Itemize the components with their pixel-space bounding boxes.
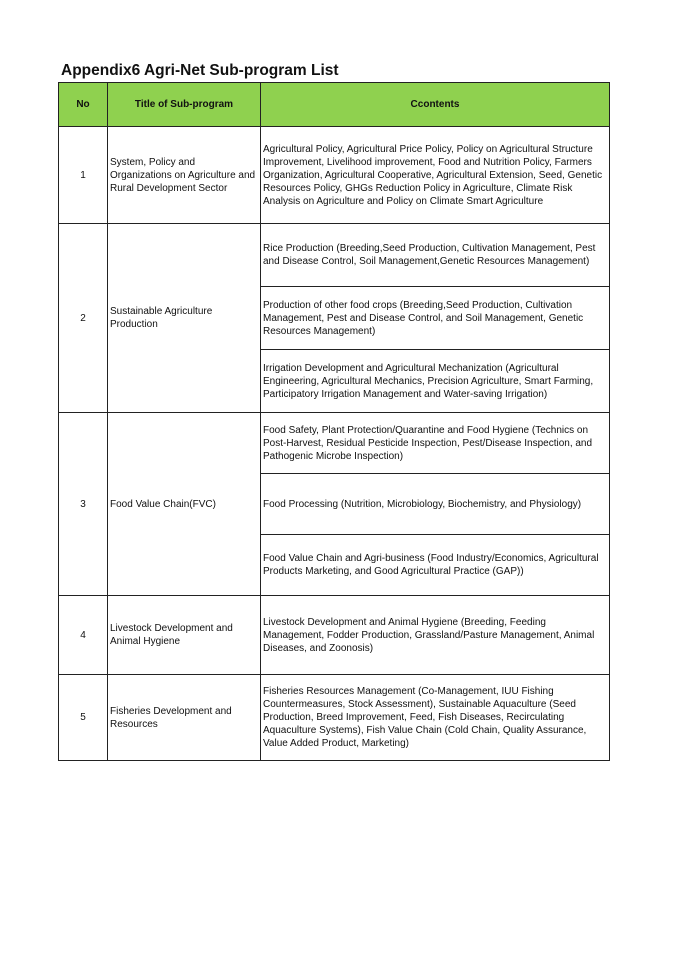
page-title: Appendix6 Agri-Net Sub-program List [61, 62, 339, 79]
row-no: 1 [59, 127, 108, 224]
header-contents: Ccontents [261, 83, 610, 127]
header-no: No [59, 83, 108, 127]
row-title: Fisheries Development and Resources [108, 675, 261, 761]
table-row [59, 596, 610, 675]
header-title: Title of Sub-program [108, 83, 261, 127]
row-no: 2 [59, 224, 108, 413]
row-contents: Irrigation Development and Agricultural Mechanization (Agricultural Engineering, Agricultural Mechanics, Precision Agriculture, Smart Farming, Participatory Irrigation Management and Water-saving Irrigation) [261, 350, 610, 413]
row-title: Sustainable Agriculture Production [108, 224, 261, 413]
table-row [59, 413, 610, 474]
row-title: System, Policy and Organizations on Agriculture and Rural Development Sector [108, 127, 261, 224]
sub-program-table [58, 82, 610, 761]
row-contents: Livestock Development and Animal Hygiene (Breeding, Feeding Management, Fodder Production, Grassland/Pasture Management, Animal Diseases, and Zoonosis) [261, 596, 610, 675]
row-contents: Food Processing (Nutrition, Microbiology, Biochemistry, and Physiology) [261, 474, 610, 535]
row-no: 3 [59, 413, 108, 596]
row-contents: Agricultural Policy, Agricultural Price Policy, Policy on Agricultural Structure Improvement, Livelihood improvement, Food and Nutrition Policy, Farmers Organization, Agricultural Cooperative, Agricultural Extension, Seed, Genetic Resources Policy, GHGs Reduction Policy in Agriculture, Climate Risk Analysis on Agriculture and Policy on Climate Smart Agriculture [261, 127, 610, 224]
row-contents: Rice Production (Breeding,Seed Production, Cultivation Management, Pest and Disease Control, Soil Management,Genetic Resources Management) [261, 224, 610, 287]
table-row [59, 224, 610, 287]
row-title: Livestock Development and Animal Hygiene [108, 596, 261, 675]
row-contents: Food Safety, Plant Protection/Quarantine and Food Hygiene (Technics on Post-Harvest, Residual Pesticide Inspection, Pest/Disease Inspection, and Pathogenic Microbe Inspection) [261, 413, 610, 474]
row-title: Food Value Chain(FVC) [108, 413, 261, 596]
row-contents: Fisheries Resources Management (Co-Management, IUU Fishing Countermeasures, Stock Assessment), Sustainable Aquaculture (Seed Production, Breed Improvement, Feed, Fish Diseases, Recirculating Aquaculture Systems), Fish Value Chain (Cold Chain, Quality Assurance, Value Added Product, Marketing) [261, 675, 610, 761]
table-row [59, 675, 610, 761]
table-row [59, 127, 610, 224]
row-no: 5 [59, 675, 108, 761]
row-contents: Food Value Chain and Agri-business (Food Industry/Economics, Agricultural Products Marketing, and Good Agricultural Practice (GAP)) [261, 535, 610, 596]
table-header-row [59, 83, 610, 127]
row-no: 4 [59, 596, 108, 675]
row-contents: Production of other food crops (Breeding,Seed Production, Cultivation Management, Pest and Disease Control, and Soil Management, Genetic Resources Management) [261, 287, 610, 350]
